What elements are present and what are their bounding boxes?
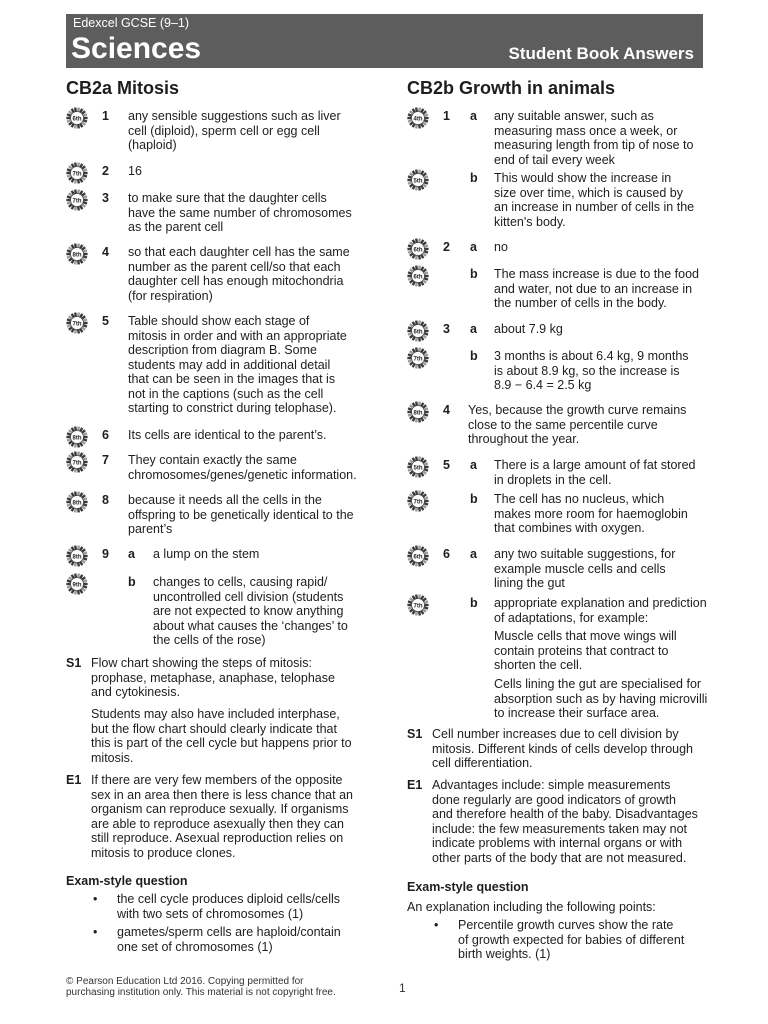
grade-label: 7th bbox=[413, 499, 423, 506]
grade-label: 6th bbox=[72, 116, 82, 123]
question-number: 7 bbox=[102, 453, 109, 467]
subject-title: Sciences bbox=[71, 32, 202, 65]
text-line: so that each daughter cell has the same bbox=[128, 245, 350, 259]
text-line: an increase in number of cells in the bbox=[494, 200, 695, 214]
text-line: appropriate explanation and prediction bbox=[494, 596, 707, 610]
text-line: shorten the cell. bbox=[494, 658, 583, 672]
text-line: Its cells are identical to the parent’s. bbox=[128, 428, 327, 442]
text-line: Muscle cells that move wings will bbox=[494, 629, 677, 643]
text-line: a lump on the stem bbox=[153, 547, 260, 561]
text-line: Advantages include: simple measurements bbox=[432, 778, 671, 792]
text-line: of growth expected for babies of different bbox=[458, 932, 685, 947]
question-part: a bbox=[470, 109, 477, 123]
grade-badge-icon bbox=[407, 107, 429, 129]
grade-badge-icon bbox=[407, 169, 429, 191]
text-line: to make sure that the daughter cells bbox=[128, 191, 327, 205]
text-line: throughout the year. bbox=[468, 432, 580, 446]
text-line: is about 8.9 kg, so the increase is bbox=[494, 363, 680, 378]
question-part: b bbox=[470, 171, 478, 185]
grade-badge-icon bbox=[407, 401, 429, 423]
answer-text bbox=[494, 171, 694, 229]
answer-text bbox=[128, 109, 341, 153]
text-line: any sensible suggestions such as liver bbox=[128, 109, 341, 123]
grade-label: 7th bbox=[413, 356, 423, 363]
grade-label: 8th bbox=[72, 435, 82, 442]
grade-label: 6th bbox=[413, 274, 423, 281]
text-line: close to the same percentile curve bbox=[468, 417, 658, 432]
text-line: If there are very few members of the opposite bbox=[91, 773, 343, 787]
grade-badge-icon bbox=[407, 456, 429, 478]
text-line: Percentile growth curves show the rate bbox=[458, 918, 674, 932]
grade-label: 7th bbox=[72, 321, 82, 328]
question-number: 3 bbox=[443, 322, 450, 336]
text-line: Yes, because the growth curve remains bbox=[468, 403, 687, 417]
s1-text bbox=[432, 727, 693, 771]
text-line: 8.9 − 6.4 = 2.5 kg bbox=[494, 378, 592, 392]
s1-text bbox=[91, 656, 335, 700]
bullet-point: • bbox=[434, 918, 439, 932]
text-line: any two suitable suggestions, for bbox=[494, 547, 676, 561]
bullet-point: • bbox=[93, 892, 98, 906]
text-line: This would show the increase in bbox=[494, 171, 672, 185]
text-line: as the parent cell bbox=[128, 220, 224, 234]
text-line: gametes/sperm cells are haploid/contain bbox=[117, 925, 341, 939]
text-line: cell differentiation. bbox=[432, 756, 533, 770]
text-line: the cell cycle produces diploid cells/cells bbox=[117, 892, 341, 906]
text-line: and cytokinesis. bbox=[91, 685, 180, 699]
answer-text bbox=[494, 492, 688, 536]
text-line: not in the captions (such as the cell bbox=[128, 386, 324, 401]
text-line: of adaptations, for example: bbox=[494, 610, 649, 625]
text-line: prophase, metaphase, anaphase, telophase bbox=[91, 670, 335, 685]
answer-text bbox=[494, 349, 689, 393]
question-number: 2 bbox=[102, 164, 109, 178]
text-line: end of tail every week bbox=[494, 152, 615, 167]
section-heading-mitosis: CB2a Mitosis bbox=[66, 78, 180, 98]
text-line: about what causes the ‘changes’ to bbox=[153, 618, 348, 633]
text-line: indicate problems with internal organs or with bbox=[432, 836, 683, 850]
e1-text bbox=[432, 778, 698, 865]
grade-badge-icon bbox=[66, 243, 88, 265]
s1-text bbox=[91, 707, 352, 765]
text-line: daughter cell has enough mitochondria bbox=[128, 274, 344, 288]
answer-text bbox=[494, 596, 707, 625]
answer-text bbox=[128, 453, 357, 482]
text-line: other parts of the body that are not measured. bbox=[432, 850, 687, 865]
answer-text bbox=[128, 314, 347, 416]
text-line: because it needs all the cells in the bbox=[128, 493, 322, 507]
question-number: 4 bbox=[443, 403, 450, 417]
text-line: Cells lining the gut are specialised for bbox=[494, 677, 702, 691]
text-line: one set of chromosomes (1) bbox=[117, 939, 273, 954]
text-line: There is a large amount of fat stored bbox=[494, 458, 696, 472]
text-line: with two sets of chromosomes (1) bbox=[117, 906, 304, 921]
text-line: kitten's body. bbox=[494, 214, 566, 229]
text-line: mitosis in order and with an appropriate bbox=[128, 328, 347, 343]
question-part: b bbox=[470, 349, 478, 363]
grade-label: 8th bbox=[413, 410, 423, 417]
bullet-point: • bbox=[93, 925, 98, 939]
text-line: mitosis. bbox=[91, 750, 134, 765]
question-number: 1 bbox=[443, 109, 450, 123]
grade-label: 9th bbox=[72, 582, 82, 589]
answer-text bbox=[153, 547, 259, 562]
answer-text bbox=[494, 458, 696, 487]
page-number: 1 bbox=[399, 981, 406, 995]
question-part: b bbox=[470, 267, 478, 281]
grade-badge-icon bbox=[66, 162, 88, 184]
text-line: description from diagram B. Some bbox=[128, 343, 317, 357]
e1-label: E1 bbox=[407, 778, 423, 792]
text-line: any suitable answer, such as bbox=[494, 109, 654, 123]
question-part: a bbox=[470, 322, 477, 336]
text-line: in droplets in the cell. bbox=[494, 472, 612, 487]
grade-badge-icon bbox=[66, 189, 88, 211]
grade-label: 7th bbox=[72, 198, 82, 205]
text-line: to increase their surface area. bbox=[494, 706, 660, 720]
text-line: have the same number of chromosomes bbox=[128, 205, 352, 220]
grade-badge-icon bbox=[407, 594, 429, 616]
text-line: but the flow chart should clearly indicate that bbox=[91, 721, 337, 736]
grade-badge-icon bbox=[407, 238, 429, 260]
answer-text bbox=[468, 403, 686, 447]
qualification-label: Edexcel GCSE (9–1) bbox=[73, 16, 190, 30]
text-line: the number of cells in the body. bbox=[494, 296, 667, 310]
text-line: measuring length from tip of nose to bbox=[494, 138, 694, 152]
grade-label: 8th bbox=[72, 554, 82, 561]
text-line: size over time, which is caused by bbox=[494, 185, 683, 200]
grade-badge-icon bbox=[66, 491, 88, 513]
copyright-line: purchasing institution only. This material is not copyright free. bbox=[66, 987, 336, 998]
grade-badge-icon bbox=[66, 573, 88, 595]
copyright-notice bbox=[66, 976, 336, 998]
text-line: birth weights. (1) bbox=[458, 947, 551, 961]
text-line: organism can reproduce sexually. If organisms bbox=[91, 802, 349, 816]
grade-label: 8th bbox=[72, 252, 82, 259]
grade-badge-icon bbox=[407, 347, 429, 369]
grade-label: 5th bbox=[413, 178, 423, 185]
text-line: parent’s bbox=[128, 522, 173, 536]
text-line: Cell number increases due to cell division by bbox=[432, 727, 679, 741]
question-number: 9 bbox=[102, 547, 109, 561]
text-line: include: the few measurements taken may not bbox=[432, 821, 687, 836]
grade-badge-icon bbox=[66, 426, 88, 448]
exam-bullet-text bbox=[458, 918, 684, 962]
answer-text bbox=[153, 575, 348, 648]
answer-text bbox=[494, 629, 677, 673]
text-line: that can be seen in the images that is bbox=[128, 372, 336, 386]
book-title: Student Book Answers bbox=[508, 44, 694, 63]
text-line: sex in an area then there is less chance that an bbox=[91, 787, 353, 802]
grade-badge-icon bbox=[407, 320, 429, 342]
text-line: done regularly are good indicators of growth bbox=[432, 792, 676, 807]
text-line: The mass increase is due to the food bbox=[494, 267, 699, 281]
grade-label: 8th bbox=[72, 500, 82, 507]
text-line: chromosomes/genes/genetic information. bbox=[128, 467, 357, 482]
question-part: b bbox=[470, 492, 478, 506]
copyright-line: © Pearson Education Ltd 2016. Copying permitted for bbox=[66, 976, 304, 987]
text-line: example muscle cells and cells bbox=[494, 561, 666, 576]
exam-question-heading: Exam-style question bbox=[407, 880, 529, 894]
question-part: a bbox=[470, 547, 477, 561]
answer-text bbox=[128, 164, 142, 179]
text-line: about 7.9 kg bbox=[494, 322, 563, 336]
grade-badge-icon bbox=[66, 107, 88, 129]
text-line: Table should show each stage of bbox=[128, 314, 310, 328]
question-part: a bbox=[128, 547, 135, 561]
text-line: contain proteins that contract to bbox=[494, 643, 669, 658]
text-line: still reproduce. Asexual reproduction relies on bbox=[91, 831, 344, 845]
text-line: measuring mass once a week, or bbox=[494, 123, 678, 138]
header-bar bbox=[66, 14, 703, 68]
s1-label: S1 bbox=[407, 727, 423, 741]
answer-text bbox=[494, 677, 707, 721]
e1-text bbox=[91, 773, 353, 860]
answer-text bbox=[128, 245, 350, 303]
text-line: (haploid) bbox=[128, 138, 177, 152]
text-line: offspring to be genetically identical to the bbox=[128, 507, 354, 522]
text-line: this is part of the cell cycle but happens prior to bbox=[91, 736, 352, 750]
text-line: that combines with oxygen. bbox=[494, 521, 645, 535]
text-line: and therefore health of the baby. Disadvantages bbox=[432, 807, 698, 821]
grade-label: 7th bbox=[413, 603, 423, 610]
text-line: are able to reproduce asexually then they can bbox=[91, 816, 344, 831]
exam-bullet-text bbox=[117, 892, 340, 921]
question-part: b bbox=[128, 575, 136, 589]
question-number: 2 bbox=[443, 240, 450, 254]
text-line: absorption such as by having microvilli bbox=[494, 691, 708, 706]
text-line: cell (diploid), sperm cell or egg cell bbox=[128, 123, 320, 138]
text-line: students may add in additional detail bbox=[128, 357, 331, 372]
answer-text bbox=[128, 191, 352, 235]
text-line: are not expected to know anything bbox=[153, 604, 344, 618]
exam-bullet-text bbox=[117, 925, 341, 954]
answer-text bbox=[494, 322, 563, 337]
text-line: 3 months is about 6.4 kg, 9 months bbox=[494, 349, 689, 363]
question-number: 4 bbox=[102, 245, 109, 259]
question-number: 1 bbox=[102, 109, 109, 123]
grade-badge-icon bbox=[407, 265, 429, 287]
grade-badge-icon bbox=[407, 490, 429, 512]
text-line: Flow chart showing the steps of mitosis: bbox=[91, 656, 312, 670]
question-part: a bbox=[470, 458, 477, 472]
grade-badge-icon bbox=[66, 545, 88, 567]
text-line: uncontrolled cell division (students bbox=[153, 589, 344, 604]
grade-label: 4th bbox=[413, 116, 423, 123]
grade-badge-icon bbox=[407, 545, 429, 567]
exam-intro-text: An explanation including the following points: bbox=[407, 900, 656, 914]
grade-label: 5th bbox=[413, 465, 423, 472]
text-line: mitosis. Different kinds of cells develop through bbox=[432, 741, 694, 756]
question-number: 6 bbox=[102, 428, 109, 442]
question-part: a bbox=[470, 240, 477, 254]
grade-label: 6th bbox=[413, 247, 423, 254]
text-line: changes to cells, causing rapid/ bbox=[153, 575, 328, 589]
text-line: makes more room for haemoglobin bbox=[494, 506, 688, 521]
e1-label: E1 bbox=[66, 773, 82, 787]
answer-text bbox=[494, 109, 693, 167]
text-line: lining the gut bbox=[494, 576, 565, 590]
text-line: The cell has no nucleus, which bbox=[494, 492, 665, 506]
text-line: 16 bbox=[128, 164, 142, 178]
text-line: and water, not due to an increase in bbox=[494, 281, 693, 296]
text-line: mitosis to produce clones. bbox=[91, 845, 236, 860]
question-number: 6 bbox=[443, 547, 450, 561]
text-line: (for respiration) bbox=[128, 288, 213, 303]
question-number: 5 bbox=[443, 458, 450, 472]
question-number: 5 bbox=[102, 314, 109, 328]
grade-label: 7th bbox=[72, 460, 82, 467]
text-line: They contain exactly the same bbox=[128, 453, 297, 467]
grade-badge-icon bbox=[66, 312, 88, 334]
answer-text bbox=[494, 240, 508, 255]
text-line: Students may also have included interphase, bbox=[91, 707, 340, 721]
text-line: no bbox=[494, 240, 508, 254]
grade-label: 6th bbox=[413, 554, 423, 561]
answer-text bbox=[494, 547, 675, 591]
grade-label: 6th bbox=[413, 329, 423, 336]
answer-text bbox=[128, 493, 354, 537]
text-line: the cells of the rose) bbox=[153, 633, 266, 647]
exam-question-heading: Exam-style question bbox=[66, 874, 188, 888]
question-number: 3 bbox=[102, 191, 109, 205]
answer-text bbox=[128, 428, 327, 443]
text-line: starting to constrict during telophase). bbox=[128, 401, 337, 415]
grade-label: 7th bbox=[72, 171, 82, 178]
question-number: 8 bbox=[102, 493, 109, 507]
section-heading-growth: CB2b Growth in animals bbox=[407, 78, 616, 98]
text-line: number as the parent cell/so that each bbox=[128, 259, 341, 274]
answer-text bbox=[494, 267, 699, 311]
question-part: b bbox=[470, 596, 478, 610]
s1-label: S1 bbox=[66, 656, 82, 670]
grade-badge-icon bbox=[66, 451, 88, 473]
